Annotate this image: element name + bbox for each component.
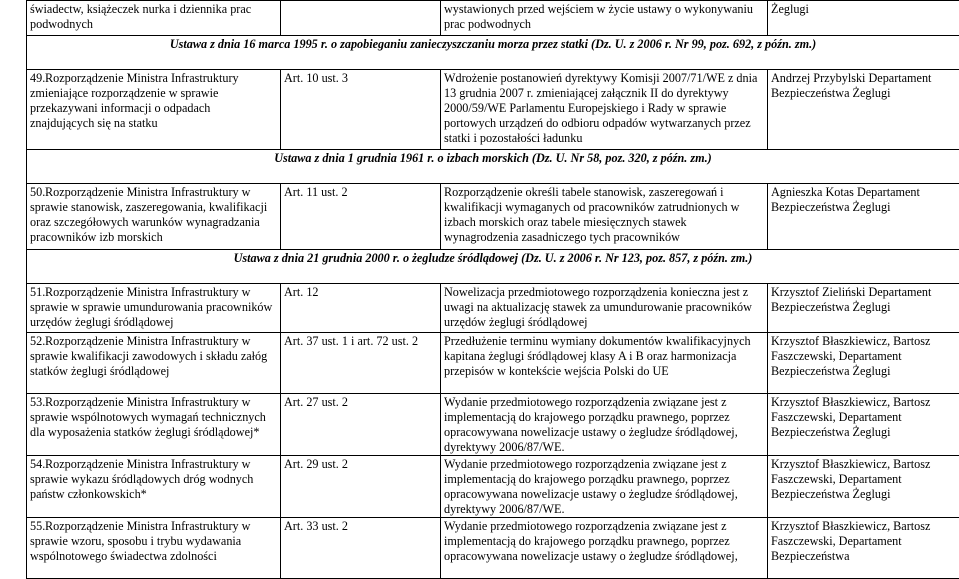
scope-cell: Nowelizacja przedmiotowego rozporządzenia konieczna jest z uwagi na aktualizację stawek za umundurowanie pracowników urzędów żeglugi śródlądowej	[441, 284, 768, 333]
subject-text: Rozporządzenie Ministra Infrastruktury w sprawie w sprawie umundurowania pracowników urzędów żeglugi śródlądowej	[30, 285, 272, 329]
responsible-cell: Andrzej Przybylski Departament Bezpieczeństwa Żeglugi	[768, 70, 959, 150]
subject-text: Rozporządzenie Ministra Infrastruktury w sprawie stanowisk, zaszeregowania, kwalifikacji oraz szczegółowych warunków wynagradzania pracowników izb morskich	[30, 185, 267, 244]
row-number: 53.	[30, 395, 42, 410]
responsible-cell: Krzysztof Zieliński Departament Bezpieczeństwa Żeglugi	[768, 284, 959, 333]
responsible-cell: Krzysztof Błaszkiewicz, Bartosz Faszczewski, Departament Bezpieczeństwa Żeglugi	[768, 394, 959, 456]
law-title: Ustawa z dnia 1 grudnia 1961 r. o izbach morskich (Dz. U. Nr 58, poz. 320, z późn. zm.)	[27, 150, 959, 184]
article-cell: Art. 29 ust. 2	[281, 456, 441, 518]
table-row	[27, 456, 959, 518]
law-header-row	[27, 250, 959, 284]
responsible-cell: Krzysztof Błaszkiewicz, Bartosz Faszczewski, Departament Bezpieczeństwa	[768, 518, 959, 579]
subject-cell	[27, 394, 281, 456]
row-number: 55.	[30, 519, 42, 534]
article-cell	[281, 1, 441, 36]
subject-cell	[27, 70, 281, 150]
law-title: Ustawa z dnia 16 marca 1995 r. o zapobieganiu zanieczyszczaniu morza przez statki (Dz. U. z 2006 r. Nr 99, poz. 692, z późn. zm.)	[27, 36, 959, 70]
row-number: 51.	[30, 285, 42, 300]
scope-cell: Rozporządzenie określi tabele stanowisk, zaszeregowań i kwalifikacji wymaganych od pracowników zatrudnionych w izbach morskich oraz tabele miesięcznych stawek wynagrodzenia zasadniczego tych pracowników	[441, 184, 768, 250]
subject-cell	[27, 333, 281, 394]
table-row	[27, 518, 959, 579]
table-row	[27, 284, 959, 333]
subject-cell	[27, 518, 281, 579]
document-page	[26, 0, 959, 579]
article-cell: Art. 37 ust. 1 i art. 72 ust. 2	[281, 333, 441, 394]
responsible-cell: Krzysztof Błaszkiewicz, Bartosz Faszczewski, Departament Bezpieczeństwa Żeglugi	[768, 456, 959, 518]
row-number: 50.	[30, 185, 42, 200]
table-row	[27, 70, 959, 150]
scope-cell: Wydanie przedmiotowego rozporządzenia związane jest z implementacją do krajowego porządku prawnego, poprzez opracowywana nowelizacje ustawy o żegludze śródlądowej, dyrektywy 2006/87/WE.	[441, 456, 768, 518]
article-cell: Art. 11 ust. 2	[281, 184, 441, 250]
subject-cell	[27, 184, 281, 250]
scope-cell: Wdrożenie postanowień dyrektywy Komisji 2007/71/WE z dnia 13 grudnia 2007 r. zmieniającej załącznik II do dyrektywy 2000/59/WE Parlamentu Europejskiego i Rady w sprawie portowych urządzeń do odbioru odpadów wytwarzanych przez statki i pozostałości ładunku	[441, 70, 768, 150]
subject-cell	[27, 284, 281, 333]
law-header-row	[27, 36, 959, 70]
row-number: 54.	[30, 457, 42, 472]
law-header-row	[27, 150, 959, 184]
subject-text: Rozporządzenie Ministra Infrastruktury w sprawie wykazu śródlądowych dróg wodnych państw członkowskich*	[30, 457, 253, 501]
scope-cell: wystawionych przed wejściem w życie ustawy o wykonywaniu prac podwodnych	[441, 1, 768, 36]
row-number: 49.	[30, 71, 42, 86]
table-row	[27, 1, 959, 36]
responsible-cell: Krzysztof Błaszkiewicz, Bartosz Faszczewski, Departament Bezpieczeństwa Żeglugi	[768, 333, 959, 394]
subject-cell: świadectw, książeczek nurka i dziennika prac podwodnych	[27, 1, 281, 36]
scope-cell: Przedłużenie terminu wymiany dokumentów kwalifikacyjnych kapitana żeglugi śródlądowej klasy A i B oraz harmonizacja przepisów w kontekście wejścia Polski do UE	[441, 333, 768, 394]
subject-text: Rozporządzenie Ministra Infrastruktury w sprawie wzoru, sposobu i trybu wydawania wspólnotowego świadectwa zdolności	[30, 519, 250, 563]
subject-text: Rozporządzenie Ministra Infrastruktury w sprawie wspólnotowych wymagań technicznych dla wyposażenia statków żeglugi śródlądowej*	[30, 395, 266, 439]
subject-text: Rozporządzenie Ministra Infrastruktury w sprawie kwalifikacji zawodowych i składu załóg statków żeglugi śródlądowej	[30, 334, 267, 378]
article-cell: Art. 12	[281, 284, 441, 333]
responsible-cell: Żeglugi	[768, 1, 959, 36]
article-cell: Art. 27 ust. 2	[281, 394, 441, 456]
table-row	[27, 184, 959, 250]
subject-text: Rozporządzenie Ministra Infrastruktury zmieniające rozporządzenie w sprawie przekazywani informacji o odpadach znajdujących się na statku	[30, 71, 239, 130]
scope-cell: Wydanie przedmiotowego rozporządzenia związane jest z implementacją do krajowego porządku prawnego, poprzez opracowywana nowelizacje ustawy o żegludze śródlądowej, dyrektywy 2006/87/WE.	[441, 394, 768, 456]
table-row	[27, 394, 959, 456]
law-title: Ustawa z dnia 21 grudnia 2000 r. o żegludze śródlądowej (Dz. U. z 2006 r. Nr 123, poz. 857, z późn. zm.)	[27, 250, 959, 284]
article-cell: Art. 10 ust. 3	[281, 70, 441, 150]
subject-cell	[27, 456, 281, 518]
article-cell: Art. 33 ust. 2	[281, 518, 441, 579]
responsible-cell: Agnieszka Kotas Departament Bezpieczeństwa Żeglugi	[768, 184, 959, 250]
table-row	[27, 333, 959, 394]
row-number: 52.	[30, 334, 42, 349]
scope-cell: Wydanie przedmiotowego rozporządzenia związane jest z implementacją do krajowego porządku prawnego, poprzez opracowywana nowelizacje ustawy o żegludze śródlądowej,	[441, 518, 768, 579]
regulations-table	[26, 0, 959, 579]
